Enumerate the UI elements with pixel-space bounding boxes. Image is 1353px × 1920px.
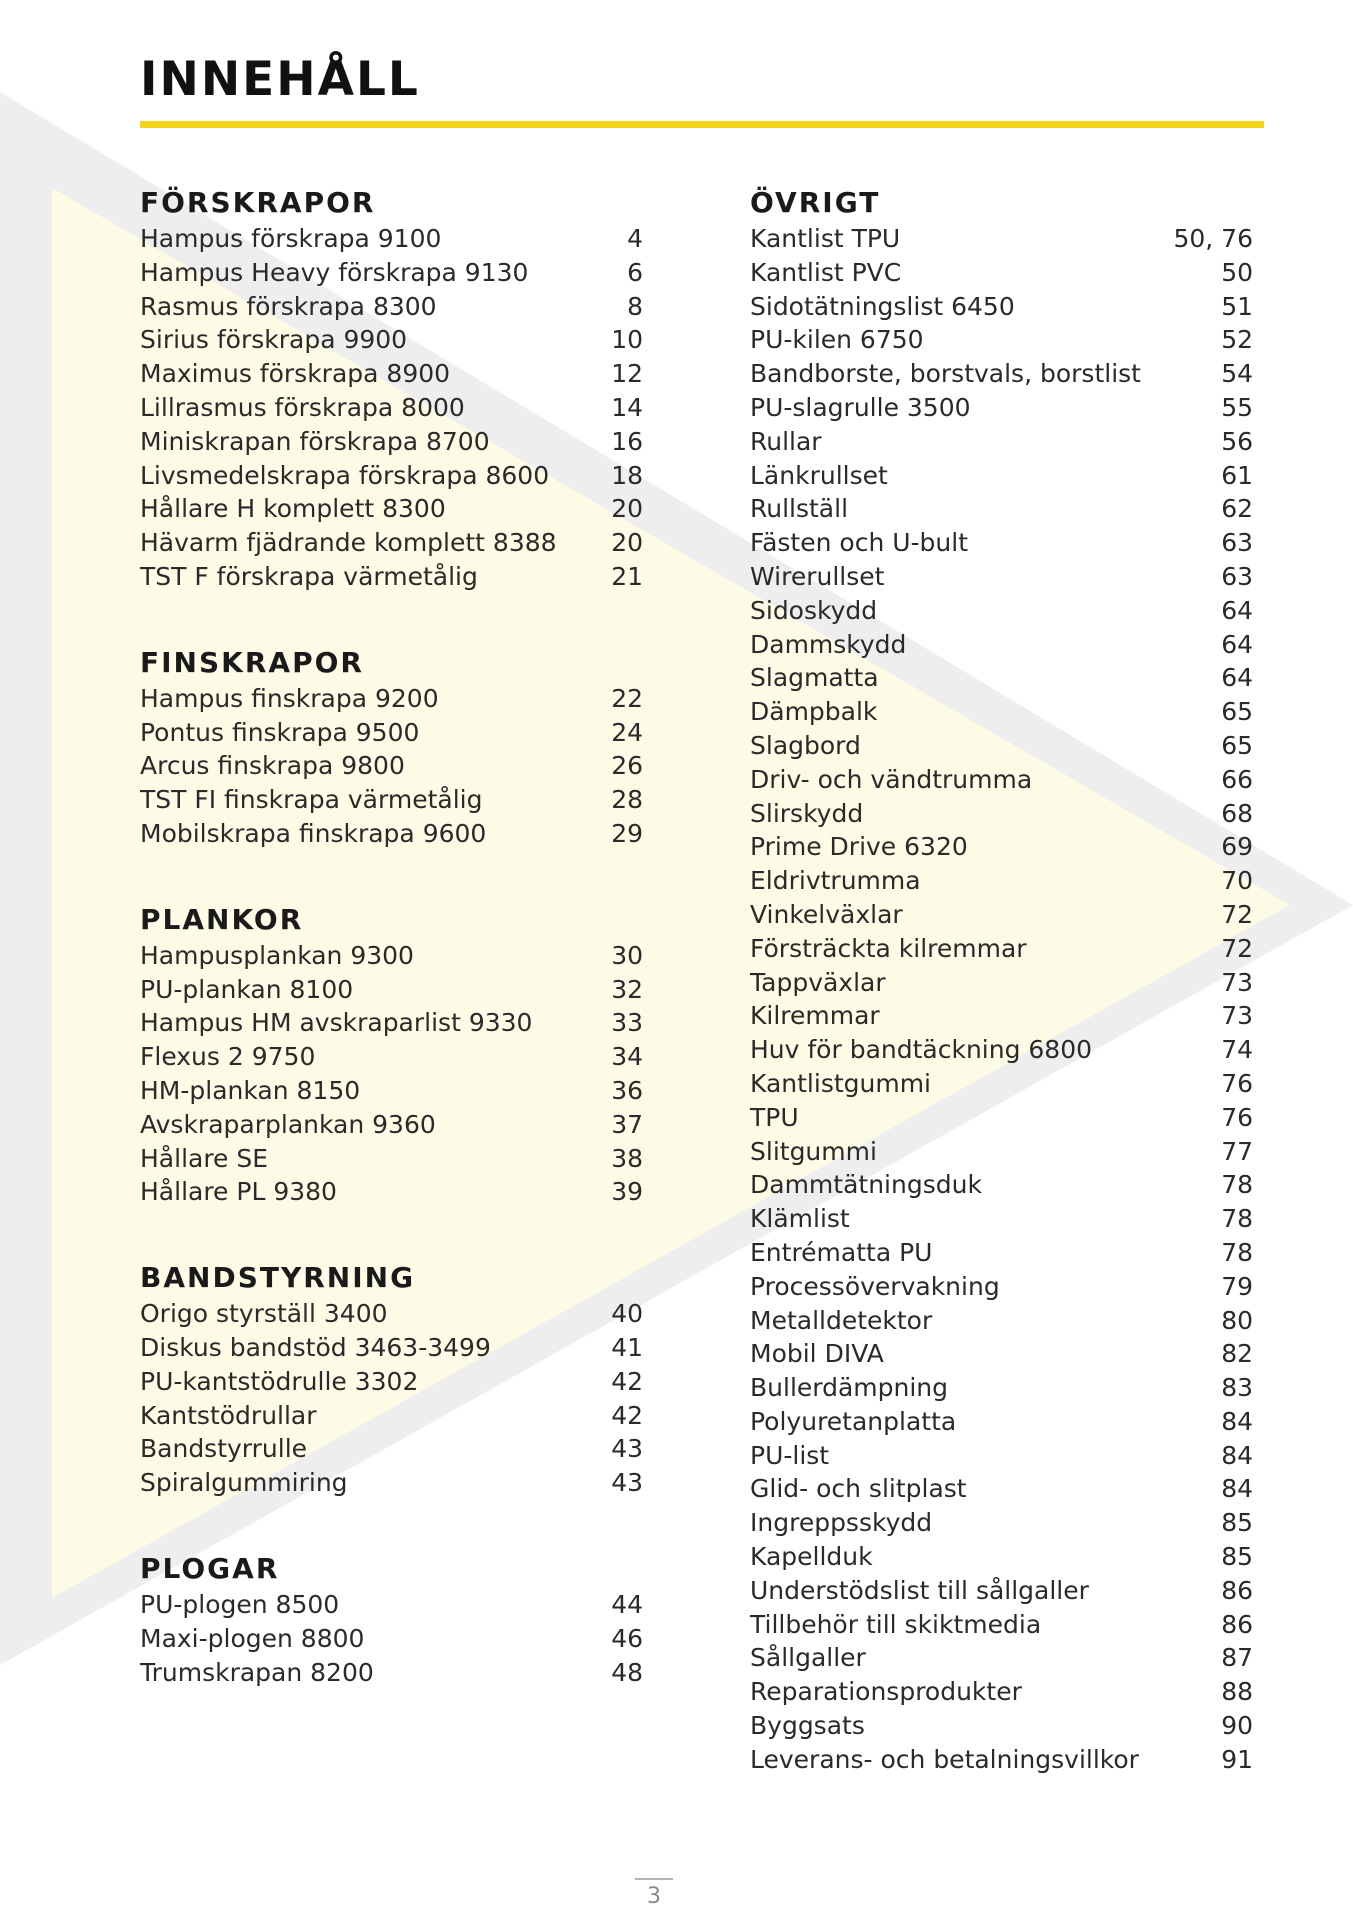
toc-entry [140, 1588, 643, 1622]
toc-entry [140, 1399, 643, 1433]
toc-entry-label: Hävarm fjädrande komplett 8388 [140, 528, 557, 558]
toc-entry-page: 24 [611, 717, 643, 747]
toc-entry [750, 1236, 1253, 1270]
toc-entry-page: 43 [611, 1468, 643, 1498]
toc-entry-page: 50 [1221, 257, 1253, 287]
toc-entry [140, 1297, 643, 1331]
toc-entry-label: Mobilskrapa finskrapa 9600 [140, 818, 487, 848]
toc-entry-label: Eldrivtrumma [750, 866, 921, 896]
toc-entry [750, 492, 1253, 526]
toc-entry-list [140, 222, 643, 594]
toc-entry-label: Polyuretanplatta [750, 1406, 957, 1436]
toc-entry [750, 1709, 1253, 1743]
toc-entry-label: Vinkelväxlar [750, 899, 903, 929]
toc-entry [140, 1108, 643, 1142]
toc-entry-label: Ingreppsskydd [750, 1508, 933, 1538]
toc-entry [140, 716, 643, 750]
toc-entry-label: Kantlistgummi [750, 1068, 932, 1098]
toc-entry-label: Trumskrapan 8200 [140, 1657, 374, 1687]
toc-entry [750, 256, 1253, 290]
toc-entry [750, 830, 1253, 864]
toc-entry [750, 1202, 1253, 1236]
toc-entry-page: 32 [611, 974, 643, 1004]
toc-entry-page: 54 [1221, 359, 1253, 389]
toc-entry [140, 783, 643, 817]
toc-entry-page: 46 [611, 1623, 643, 1653]
toc-entry-label: Dammskydd [750, 629, 907, 659]
toc-entry-label: Maxi-plogen 8800 [140, 1623, 365, 1653]
toc-entry [140, 256, 643, 290]
toc-section-ovrigt [750, 184, 1253, 1777]
toc-entry [140, 290, 643, 324]
toc-entry [750, 1033, 1253, 1067]
toc-entry-label: TST F förskrapa värmetålig [140, 561, 478, 591]
toc-entry [750, 290, 1253, 324]
toc-entry-page: 87 [1221, 1643, 1253, 1673]
toc-entry-page: 4 [627, 224, 643, 253]
toc-entry [750, 1101, 1253, 1135]
toc-entry-page: 8 [627, 291, 643, 321]
toc-entry-label: PU-kantstödrulle 3302 [140, 1366, 419, 1396]
toc-entry-page: 63 [1221, 528, 1253, 558]
toc-entry [750, 357, 1253, 391]
toc-entry-page: 40 [611, 1299, 643, 1329]
toc-entry [140, 459, 643, 493]
toc-entry-label: Slitgummi [750, 1136, 877, 1166]
toc-entry [750, 695, 1253, 729]
page-number: 3 [647, 1884, 661, 1909]
toc-entry [750, 1168, 1253, 1202]
toc-entry [750, 1135, 1253, 1169]
toc-entry [140, 1331, 643, 1365]
toc-entry-page: 29 [611, 818, 643, 848]
toc-entry-page: 12 [611, 359, 643, 389]
toc-entry-label: Huv för bandtäckning 6800 [750, 1035, 1093, 1065]
toc-entry [750, 1439, 1253, 1473]
toc-entry-label: Hampusplankan 9300 [140, 940, 414, 970]
toc-entry-page: 39 [611, 1177, 643, 1207]
toc-entry-page: 10 [611, 325, 643, 355]
toc-entry-page: 42 [611, 1400, 643, 1430]
toc-entry-page: 80 [1221, 1305, 1253, 1335]
toc-entry [140, 1432, 643, 1466]
toc-entry [140, 1622, 643, 1656]
toc-entry-page: 78 [1221, 1170, 1253, 1200]
toc-section-plogar [140, 1550, 643, 1689]
toc-entry-list [140, 1588, 643, 1689]
toc-entry-label: Kilremmar [750, 1001, 880, 1031]
toc-entry-label: Pontus finskrapa 9500 [140, 717, 420, 747]
toc-entry-page: 85 [1221, 1542, 1253, 1572]
toc-entry [750, 526, 1253, 560]
toc-entry [140, 1040, 643, 1074]
toc-entry [140, 323, 643, 357]
toc-entry-page: 64 [1221, 595, 1253, 625]
toc-entry-label: Arcus finskrapa 9800 [140, 751, 405, 781]
toc-entry [750, 628, 1253, 662]
toc-entry-label: Hampus förskrapa 9100 [140, 224, 442, 253]
toc-entry [140, 973, 643, 1007]
toc-entry [140, 749, 643, 783]
toc-entry-page: 21 [611, 561, 643, 591]
toc-entry-page: 18 [611, 460, 643, 490]
toc-entry [140, 391, 643, 425]
toc-entry [750, 222, 1253, 256]
toc-entry [750, 323, 1253, 357]
toc-entry [140, 1466, 643, 1500]
toc-entry-page: 26 [611, 751, 643, 781]
toc-entry [750, 425, 1253, 459]
toc-entry-label: Slirskydd [750, 798, 864, 828]
toc-entry [750, 1641, 1253, 1675]
toc-entry-page: 72 [1221, 933, 1253, 963]
toc-entry [750, 966, 1253, 1000]
toc-entry [750, 1337, 1253, 1371]
toc-entry [140, 682, 643, 716]
toc-entry [140, 1006, 643, 1040]
toc-entry-page: 14 [611, 392, 643, 422]
toc-entry [750, 1304, 1253, 1338]
toc-entry-page: 83 [1221, 1373, 1253, 1403]
toc-entry-page: 20 [611, 528, 643, 558]
toc-entry-page: 41 [611, 1332, 643, 1362]
toc-entry-page: 22 [611, 683, 643, 713]
toc-entry-label: Miniskrapan förskrapa 8700 [140, 426, 490, 456]
toc-entry [750, 661, 1253, 695]
toc-entry-label: Glid- och slitplast [750, 1474, 967, 1504]
toc-entry-page: 56 [1221, 426, 1253, 456]
toc-entry-label: Hållare H komplett 8300 [140, 494, 446, 524]
toc-entry [750, 898, 1253, 932]
toc-entry-page: 76 [1221, 1102, 1253, 1132]
toc-entry-page: 20 [611, 494, 643, 524]
toc-entry-page: 43 [611, 1434, 643, 1464]
toc-entry-label: PU-slagrulle 3500 [750, 392, 971, 422]
toc-entry-label: Lillrasmus förskrapa 8000 [140, 392, 465, 422]
toc-entry-page: 82 [1221, 1339, 1253, 1369]
toc-entry [750, 797, 1253, 831]
toc-entry-label: Hållare SE [140, 1143, 269, 1173]
section-heading: FÖRSKRAPOR [140, 186, 376, 219]
toc-entry-label: Klämlist [750, 1204, 850, 1234]
toc-entry [750, 391, 1253, 425]
toc-entry-label: Hampus HM avskraparlist 9330 [140, 1008, 533, 1038]
toc-entry [750, 763, 1253, 797]
toc-entry-page: 65 [1221, 730, 1253, 760]
toc-entry-label: Länkrullset [750, 460, 888, 490]
toc-entry-page: 37 [611, 1109, 643, 1139]
toc-entry [140, 357, 643, 391]
toc-entry-label: Tappväxlar [750, 967, 886, 997]
toc-entry-label: Maximus förskrapa 8900 [140, 359, 451, 389]
toc-column-right [750, 184, 1253, 1827]
toc-entry-label: Sidotätningslist 6450 [750, 291, 1015, 321]
toc-entry [750, 1743, 1253, 1777]
toc-entry-label: PU-plankan 8100 [140, 974, 354, 1004]
toc-entry [140, 560, 643, 594]
toc-entry [140, 1656, 643, 1690]
toc-entry-page: 6 [627, 257, 643, 287]
toc-entry-page: 50, 76 [1173, 224, 1253, 253]
toc-entry [750, 1608, 1253, 1642]
toc-entry-label: TST FI finskrapa värmetålig [140, 785, 483, 815]
toc-entry-page: 48 [611, 1657, 643, 1687]
toc-entry-page: 16 [611, 426, 643, 456]
toc-entry-label: Hampus finskrapa 9200 [140, 683, 439, 713]
toc-entry-label: TPU [750, 1102, 799, 1132]
toc-entry-page: 65 [1221, 697, 1253, 727]
toc-entry-label: Rullar [750, 426, 822, 456]
toc-section-finskrapor [140, 644, 643, 851]
toc-entry-label: Prime Drive 6320 [750, 832, 968, 862]
toc-entry-label: PU-list [750, 1440, 830, 1470]
toc-entry-page: 86 [1221, 1609, 1253, 1639]
toc-entry [750, 1371, 1253, 1405]
section-heading: PLANKOR [140, 902, 304, 936]
toc-entry-label: Spiralgummiring [140, 1468, 348, 1498]
toc-entry-label: Wirerullset [750, 561, 885, 591]
toc-entry-page: 63 [1221, 561, 1253, 591]
toc-entry-page: 51 [1221, 291, 1253, 321]
toc-entry-label: Mobil DIVA [750, 1339, 884, 1369]
toc-entry-page: 72 [1221, 899, 1253, 929]
toc-entry-label: Driv- och vändtrumma [750, 764, 1033, 794]
section-heading: FINSKRAPOR [140, 645, 364, 679]
toc-entry-page: 64 [1221, 663, 1253, 693]
toc-entry-page: 73 [1221, 967, 1253, 997]
toc-entry-page: 91 [1221, 1744, 1253, 1774]
toc-entry-page: 74 [1221, 1035, 1253, 1065]
toc-entry-page: 52 [1221, 325, 1253, 355]
toc-entry-label: Hampus Heavy förskrapa 9130 [140, 257, 529, 287]
toc-entry-label: Rullställ [750, 494, 849, 524]
toc-entry-page: 84 [1221, 1440, 1253, 1470]
section-heading: BANDSTYRNING [140, 1261, 416, 1295]
toc-entry-page: 64 [1221, 629, 1253, 659]
toc-entry-label: Leverans- och betalningsvillkor [750, 1744, 1139, 1774]
toc-entry [750, 1270, 1253, 1304]
toc-entry-label: Hållare PL 9380 [140, 1177, 337, 1207]
toc-entry-label: Fästen och U-bult [750, 528, 969, 558]
toc-entry-label: Tillbehör till skiktmedia [750, 1609, 1042, 1639]
toc-entry-page: 78 [1221, 1204, 1253, 1234]
toc-entry-label: Byggsats [750, 1711, 865, 1741]
toc-entry-label: Kapellduk [750, 1542, 873, 1572]
toc-entry [750, 1574, 1253, 1608]
toc-entry-list [140, 1297, 643, 1500]
toc-entry-page: 85 [1221, 1508, 1253, 1538]
title-underline [140, 121, 1264, 128]
toc-entry-page: 79 [1221, 1271, 1253, 1301]
toc-entry-label: Kantlist PVC [750, 257, 902, 287]
toc-entry-list [140, 682, 643, 851]
toc-entry-page: 73 [1221, 1001, 1253, 1031]
toc-entry-label: Origo styrställ 3400 [140, 1299, 388, 1329]
toc-entry-label: Sållgaller [750, 1643, 866, 1673]
toc-entry-label: Reparationsprodukter [750, 1677, 1022, 1707]
toc-entry-page: 69 [1221, 832, 1253, 862]
toc-entry [140, 222, 643, 256]
toc-entry-page: 33 [611, 1008, 643, 1038]
toc-entry-label: Bullerdämpning [750, 1373, 949, 1403]
toc-entry-label: Rasmus förskrapa 8300 [140, 291, 437, 321]
toc-entry-label: Försträckta kilremmar [750, 933, 1027, 963]
toc-entry-page: 28 [611, 785, 643, 815]
toc-entry-page: 38 [611, 1143, 643, 1173]
toc-entry-label: Understödslist till sållgaller [750, 1575, 1089, 1605]
toc-entry-label: Kantlist TPU [750, 224, 901, 253]
toc-entry-page: 78 [1221, 1237, 1253, 1267]
toc-entry-label: PU-plogen 8500 [140, 1589, 340, 1619]
toc-entry-page: 86 [1221, 1575, 1253, 1605]
toc-entry [750, 1675, 1253, 1709]
toc-entry-list [140, 939, 643, 1209]
toc-entry [140, 939, 643, 973]
toc-entry-label: Processövervakning [750, 1271, 1000, 1301]
toc-entry-label: HM-plankan 8150 [140, 1075, 361, 1105]
toc-entry-page: 76 [1221, 1068, 1253, 1098]
toc-entry [750, 1506, 1253, 1540]
toc-section-plankor [140, 901, 643, 1209]
toc-entry-label: Kantstödrullar [140, 1400, 317, 1430]
toc-entry-page: 84 [1221, 1406, 1253, 1436]
toc-entry [750, 594, 1253, 628]
toc-entry-label: Diskus bandstöd 3463-3499 [140, 1332, 491, 1362]
toc-entry-list [750, 222, 1253, 1777]
toc-entry-page: 90 [1221, 1711, 1253, 1741]
toc-entry-label: Avskraparplankan 9360 [140, 1109, 436, 1139]
toc-entry-page: 61 [1221, 460, 1253, 490]
toc-entry-page: 62 [1221, 494, 1253, 524]
toc-entry [140, 1175, 643, 1209]
toc-entry [750, 560, 1253, 594]
toc-entry [140, 817, 643, 851]
toc-entry-page: 88 [1221, 1677, 1253, 1707]
toc-entry-label: Bandborste, borstvals, borstlist [750, 359, 1141, 389]
toc-entry-page: 42 [611, 1366, 643, 1396]
toc-entry [140, 1142, 643, 1176]
toc-entry [140, 492, 643, 526]
toc-entry [750, 1472, 1253, 1506]
toc-entry [750, 932, 1253, 966]
toc-entry-page: 84 [1221, 1474, 1253, 1504]
page-number-rule [635, 1878, 673, 1880]
toc-entry-page: 68 [1221, 798, 1253, 828]
page-title: INNEHÅLL [140, 52, 420, 107]
toc-entry-label: PU-kilen 6750 [750, 325, 924, 355]
toc-entry-page: 36 [611, 1075, 643, 1105]
toc-entry-label: Slagmatta [750, 663, 879, 693]
toc-entry [140, 526, 643, 560]
toc-entry [750, 864, 1253, 898]
toc-entry-page: 66 [1221, 764, 1253, 794]
section-heading: PLOGAR [140, 1551, 280, 1585]
section-heading: ÖVRIGT [750, 186, 881, 219]
toc-entry-label: Entrématta PU [750, 1237, 933, 1267]
toc-entry [750, 459, 1253, 493]
toc-entry [750, 1540, 1253, 1574]
toc-section-bandstyrning [140, 1259, 643, 1500]
toc-section-forskrapor [140, 184, 643, 594]
toc-entry-label: Metalldetektor [750, 1305, 933, 1335]
toc-entry-page: 70 [1221, 866, 1253, 896]
toc-entry-label: Sirius förskrapa 9900 [140, 325, 408, 355]
toc-entry [140, 425, 643, 459]
toc-entry [750, 1405, 1253, 1439]
toc-entry-page: 44 [611, 1589, 643, 1619]
toc-entry-label: Sidoskydd [750, 595, 878, 625]
toc-entry-page: 77 [1221, 1136, 1253, 1166]
toc-entry-page: 30 [611, 940, 643, 970]
toc-entry [750, 1067, 1253, 1101]
toc-entry-label: Dammtätningsduk [750, 1170, 982, 1200]
toc-entry-label: Dämpbalk [750, 697, 878, 727]
toc-entry [140, 1074, 643, 1108]
toc-column-left [140, 184, 643, 1739]
toc-entry-label: Livsmedelskrapa förskrapa 8600 [140, 460, 550, 490]
toc-entry [140, 1365, 643, 1399]
toc-entry-label: Slagbord [750, 730, 861, 760]
toc-entry [750, 729, 1253, 763]
toc-entry-page: 55 [1221, 392, 1253, 422]
toc-entry-label: Bandstyrrulle [140, 1434, 308, 1464]
toc-entry-label: Flexus 2 9750 [140, 1042, 316, 1072]
toc-entry-page: 34 [611, 1042, 643, 1072]
toc-entry [750, 999, 1253, 1033]
